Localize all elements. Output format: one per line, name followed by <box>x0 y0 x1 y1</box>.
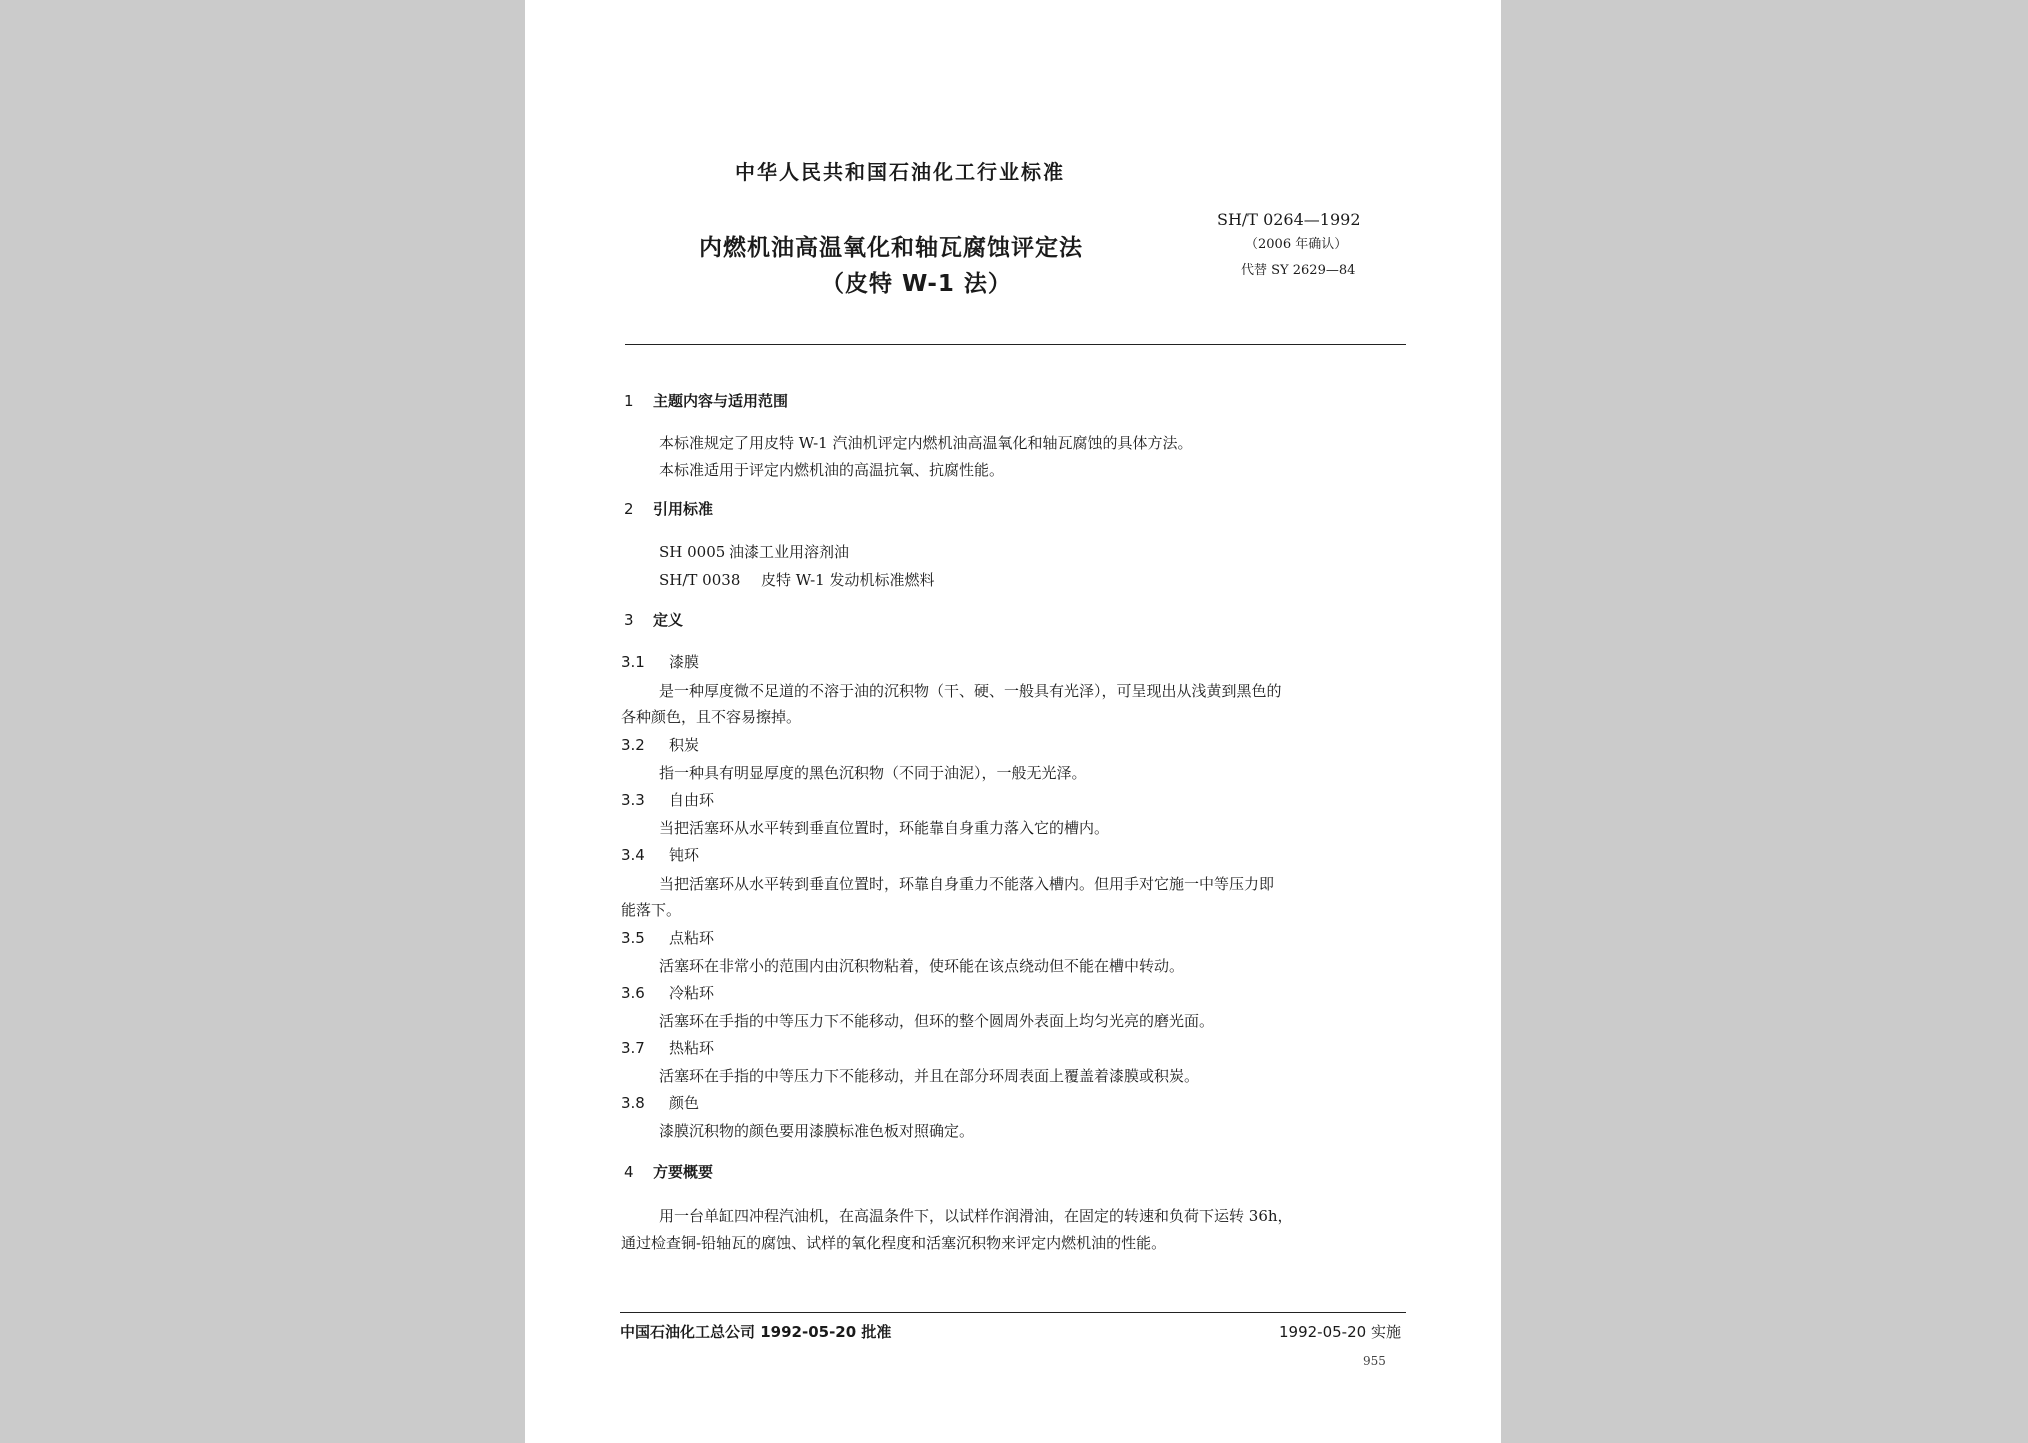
section-number: 3 <box>624 611 634 629</box>
definition-text: 能落下。 <box>621 901 682 919</box>
definition-heading <box>621 734 699 755</box>
definition-number: 3.2 <box>621 736 645 754</box>
definition-term: 颜色 <box>669 1094 700 1112</box>
issuing-agency: 中华人民共和国石油化工行业标准 <box>735 160 1065 184</box>
paragraph: 通过检查铜-铅轴瓦的腐蚀、试样的氧化程度和活塞沉积物来评定内燃机油的性能。 <box>621 1234 1167 1252</box>
definition-number: 3.1 <box>621 653 645 671</box>
reference-code: SH/T 0038 <box>659 571 741 589</box>
effective-date: 1992-05-20 实施 <box>1279 1323 1401 1341</box>
section-1-heading <box>624 390 788 411</box>
replaces-standard: 代替 SY 2629—84 <box>1241 263 1356 278</box>
definition-number: 3.6 <box>621 984 645 1002</box>
paragraph: 本标准规定了用皮特 W-1 汽油机评定内燃机油高温氧化和轴瓦腐蚀的具体方法。 <box>659 434 1193 452</box>
section-title: 定义 <box>653 611 684 629</box>
reference-name: 皮特 W-1 发动机标准燃料 <box>761 571 935 589</box>
section-3-heading <box>624 609 683 630</box>
definition-number: 3.8 <box>621 1094 645 1112</box>
footer-divider <box>620 1312 1406 1313</box>
section-title: 主题内容与适用范围 <box>653 392 789 410</box>
definition-number: 3.3 <box>621 791 645 809</box>
definition-text: 各种颜色，且不容易擦掉。 <box>621 708 802 726</box>
reference-item <box>659 569 934 590</box>
definition-heading <box>621 1092 699 1113</box>
reference-name: 油漆工业用溶剂油 <box>729 543 850 561</box>
definition-term: 自由环 <box>669 791 715 809</box>
standard-title: 内燃机油高温氧化和轴瓦腐蚀评定法 <box>699 235 1083 261</box>
definition-heading <box>621 789 714 810</box>
confirmation-year: （2006 年确认） <box>1245 237 1348 252</box>
definition-text: 当把活塞环从水平转到垂直位置时，环能靠自身重力落入它的槽内。 <box>659 819 1110 837</box>
section-number: 4 <box>624 1163 634 1181</box>
definition-text: 活塞环在手指的中等压力下不能移动，但环的整个圆周外表面上均匀光亮的磨光面。 <box>659 1012 1215 1030</box>
paragraph: 用一台单缸四冲程汽油机，在高温条件下，以试样作润滑油，在固定的转速和负荷下运转 36h， <box>659 1207 1293 1225</box>
definition-number: 3.7 <box>621 1039 645 1057</box>
definition-heading <box>621 927 714 948</box>
document-page <box>525 0 1501 1443</box>
definition-heading <box>621 982 714 1003</box>
definition-text: 当把活塞环从水平转到垂直位置时，环靠自身重力不能落入槽内。但用手对它施一中等压力即 <box>659 875 1275 893</box>
definition-text: 漆膜沉积物的颜色要用漆膜标准色板对照确定。 <box>659 1122 975 1140</box>
definition-heading <box>621 651 699 672</box>
definition-term: 钝环 <box>669 846 700 864</box>
definition-number: 3.5 <box>621 929 645 947</box>
standard-subtitle: （皮特 W-1 法） <box>821 271 1012 297</box>
definition-text: 是一种厚度微不足道的不溶于油的沉积物（干、硬、一般具有光泽），可呈现出从浅黄到黑色的 <box>659 682 1282 700</box>
definition-term: 漆膜 <box>669 653 700 671</box>
definition-heading <box>621 844 699 865</box>
standard-code: SH/T 0264—1992 <box>1217 210 1361 229</box>
approval-line: 中国石油化工总公司 1992-05-20 批准 <box>620 1323 892 1341</box>
definition-text: 指一种具有明显厚度的黑色沉积物（不同于油泥），一般无光泽。 <box>659 764 1087 782</box>
section-title: 方要概要 <box>653 1163 714 1181</box>
definition-term: 点粘环 <box>669 929 715 947</box>
header-divider <box>625 344 1406 345</box>
section-title: 引用标准 <box>653 500 714 518</box>
definition-heading <box>621 1037 714 1058</box>
page-number: 955 <box>1363 1354 1386 1368</box>
section-2-heading <box>624 498 713 519</box>
reference-code: SH 0005 <box>659 543 726 561</box>
reference-item <box>659 541 849 562</box>
section-4-heading <box>624 1161 713 1182</box>
section-number: 2 <box>624 500 634 518</box>
section-number: 1 <box>624 392 634 410</box>
definition-number: 3.4 <box>621 846 645 864</box>
definition-term: 冷粘环 <box>669 984 715 1002</box>
definition-text: 活塞环在非常小的范围内由沉积物粘着，使环能在该点绕动但不能在槽中转动。 <box>659 957 1185 975</box>
definition-text: 活塞环在手指的中等压力下不能移动，并且在部分环周表面上覆盖着漆膜或积炭。 <box>659 1067 1200 1085</box>
definition-term: 热粘环 <box>669 1039 715 1057</box>
paragraph: 本标准适用于评定内燃机油的高温抗氧、抗腐性能。 <box>659 461 1005 479</box>
definition-term: 积炭 <box>669 736 700 754</box>
